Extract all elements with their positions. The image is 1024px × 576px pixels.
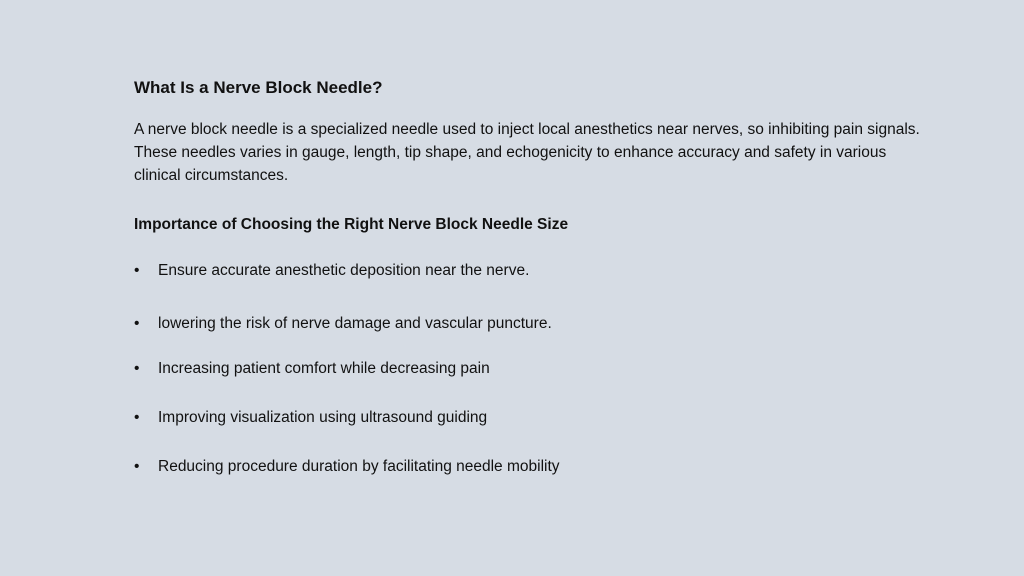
slide-title: What Is a Nerve Block Needle? — [134, 78, 383, 97]
bullet-item — [134, 261, 529, 281]
bullet-item — [134, 314, 552, 334]
bullet-item — [134, 408, 487, 428]
bullet-item — [134, 457, 560, 477]
bullet-marker: • — [134, 360, 140, 377]
bullet-marker: • — [134, 315, 140, 332]
bullet-text: lowering the risk of nerve damage and vascular puncture. — [158, 315, 552, 332]
bullet-text: Ensure accurate anesthetic deposition near the nerve. — [158, 262, 530, 279]
bullet-text: Improving visualization using ultrasound guiding — [158, 409, 488, 426]
intro-paragraph: A nerve block needle is a specialized needle used to inject local anesthetics near nerves, so inhibiting pain signals. These needles varies in gauge, length, tip shape, and echogenicity to enhance accuracy and safety in various clinical circumstances. — [134, 121, 920, 184]
bullet-item — [134, 359, 490, 379]
bullet-text: Reducing procedure duration by facilitating needle mobility — [158, 458, 560, 475]
section-subtitle: Importance of Choosing the Right Nerve Block Needle Size — [134, 216, 569, 233]
bullet-marker: • — [134, 458, 140, 475]
bullet-marker: • — [134, 262, 140, 279]
bullet-text: Increasing patient comfort while decreasing pain — [158, 360, 490, 377]
bullet-marker: • — [134, 409, 140, 426]
